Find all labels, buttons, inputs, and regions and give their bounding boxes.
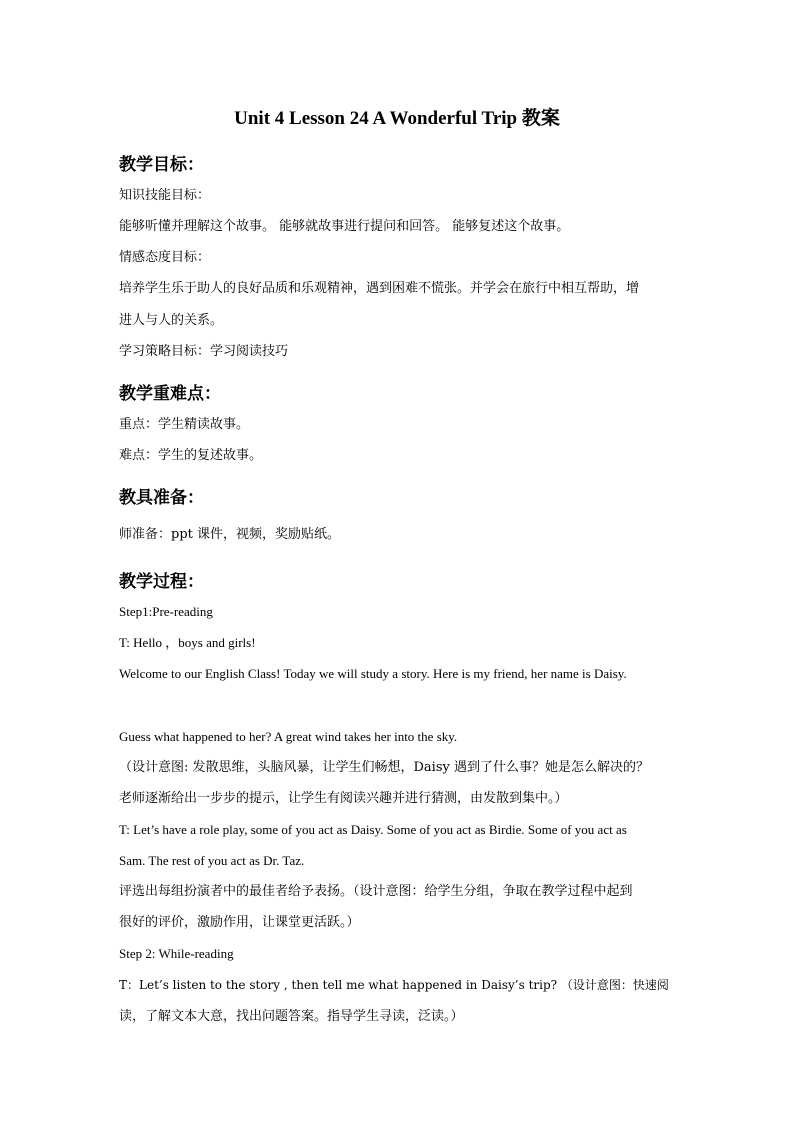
teacher-materials-text: 师准备：ppt 课件，视频，奖励贴纸。 (119, 527, 341, 542)
heading-objectives: 教学目标： (119, 155, 204, 175)
emotion-text-line-1: 培养学生乐于助人的良好品质和乐观精神，遇到困难不慌张。并学会在旅行中相互帮助，增 (119, 281, 640, 296)
step1-label: Step1:Pre-reading (119, 604, 213, 619)
line-select-2: 很好的评价，激励作用，让课堂更活跃。） (119, 915, 360, 930)
line-welcome: Welcome to our English Class! Today we will study a story. Here is my friend, her name is Daisy. (119, 666, 627, 681)
line-select-1: 评选出每组扮演者中的最佳者给予表扬。（设计意图：给学生分组，争取在教学过程中起到 (119, 884, 633, 899)
emotion-text-line-2: 进人与人的关系。 (119, 313, 224, 328)
line-listen-1: T：Let’s listen to the story , then tell me what happened in Daisy’s trip? （设计意图：快速阅 (119, 978, 669, 992)
emotion-label: 情感态度目标： (119, 250, 211, 265)
line-hello: T: Hello ，boys and girls! (119, 635, 256, 650)
line-roleplay-1: T: Let’s have a role play, some of you act as Daisy. Some of you act as Birdie. Some of you act as (119, 822, 627, 837)
key-point-text: 重点：学生精读故事。 (119, 417, 250, 432)
strategy-text: 学习策略目标：学习阅读技巧 (119, 344, 289, 359)
step2-label: Step 2: While-reading (119, 946, 234, 961)
difficulty-text: 难点：学生的复述故事。 (119, 448, 263, 463)
document-title: Unit 4 Lesson 24 A Wonderful Trip 教案 (234, 108, 560, 129)
line-guess: Guess what happened to her? A great wind takes her into the sky. (119, 729, 458, 744)
line-design1-2: 老师逐渐给出一步步的提示，让学生有阅读兴趣并进行猜测，由发散到集中。） (119, 791, 568, 806)
line-design1-1: （设计意图: 发散思维，头脑风暴，让学生们畅想，Daisy 遇到了什么事？她是怎么解决的？ (119, 760, 649, 775)
line-listen-2: 读，了解文本大意，找出问题答案。指导学生寻读，泛读。） (119, 1009, 464, 1024)
line-roleplay-2: Sam. The rest of you act as Dr. Taz. (119, 853, 305, 868)
heading-key-points: 教学重难点： (119, 384, 221, 404)
heading-materials: 教具准备： (119, 488, 204, 508)
heading-process: 教学过程： (119, 572, 204, 592)
knowledge-text: 能够听懂并理解这个故事。 能够就故事进行提问和回答。 能够复述这个故事。 (119, 219, 570, 234)
knowledge-label: 知识技能目标： (119, 188, 211, 203)
